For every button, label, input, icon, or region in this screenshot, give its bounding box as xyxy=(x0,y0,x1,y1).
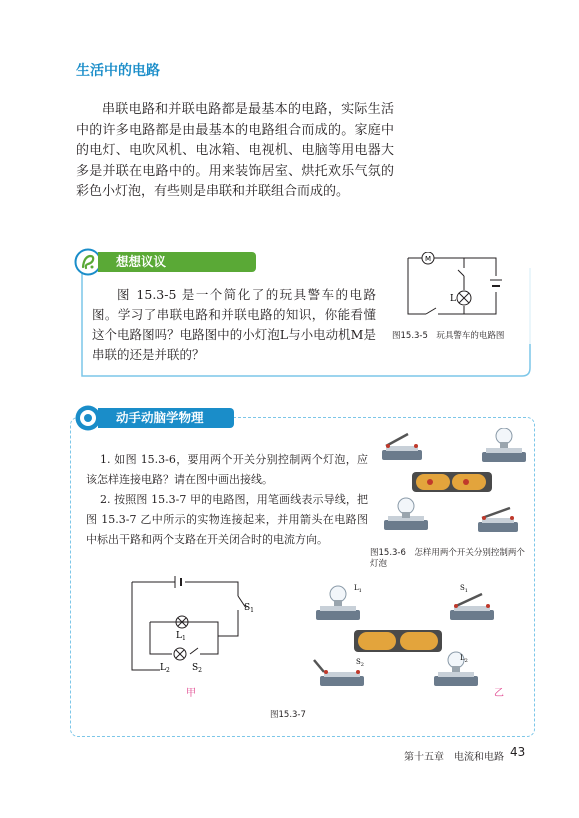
lamp-label: L xyxy=(450,294,456,304)
apparatus-yi xyxy=(310,580,510,692)
s2-apparatus-label: $S_2$ xyxy=(356,658,364,668)
label-yi: 乙 xyxy=(494,688,504,699)
section-title: 生活中的电路 xyxy=(76,63,160,79)
battery-pack-yi xyxy=(354,630,442,652)
l2-apparatus-label: $L_2$ xyxy=(460,654,468,664)
hands-on-label: 动手动脑学物理 xyxy=(98,408,234,428)
l1-label: $L_1$ xyxy=(176,631,186,642)
battery-pack xyxy=(412,472,492,492)
s1-apparatus-label: $S_1$ xyxy=(460,584,468,594)
item-1-text: 1. 如图 15.3-6，要用两个开关分别控制两个灯泡，应该怎样连接电路？请在图中画出接线。 xyxy=(86,453,368,486)
s1-label: $S_1$ xyxy=(244,603,254,614)
intro-text: 串联电路和并联电路都是最基本的电路，实际生活中的许多电路都是由最基本的电路组合而成的。家庭中的电灯、电吹风机、电冰箱、电视机、电脑等用电器大多是并联在电路中的。用来装饰居室、烘托欢乐气氛的彩色小灯泡，有些则是串联和并联组合而成的。 xyxy=(76,102,394,199)
chapter-footer: 第十五章 电流和电路 xyxy=(404,752,504,763)
police-car-circuit-diagram xyxy=(398,252,510,322)
bulb-l1 xyxy=(316,584,362,620)
think-text-block xyxy=(92,285,376,365)
l2-label: $L_2$ xyxy=(160,663,170,674)
bulb-bottom-left xyxy=(384,498,428,530)
switch-s1 xyxy=(450,584,494,620)
intro-paragraph xyxy=(76,100,394,203)
item-2-text: 2. 按照图 15.3-7 甲的电路图，用笔画线表示导线，把图 15.3-7 乙中所示的实物连接起来，并用箭头在电路图中标出干路和两个支路在开关闭合时的电流方向。 xyxy=(86,493,368,546)
fig-15-3-7-caption: 图15.3-7 xyxy=(270,710,306,720)
two-switch-apparatus xyxy=(370,428,530,544)
fig-15-3-6-caption: 图15.3-6 怎样用两个开关分别控制两个灯泡 xyxy=(370,548,525,569)
label-jia: 甲 xyxy=(186,688,196,699)
think-text: 图 15.3-5 是一个简化了的玩具警车的电路图。学习了串联电路和并联电路的知识，你能看懂这个电路图吗？电路图中的小灯泡L与小电动机M是串联的还是并联的？ xyxy=(92,287,376,362)
motor-label: M xyxy=(424,255,432,263)
fig-15-3-5-caption: 图15.3-5 玩具警车的电路图 xyxy=(392,331,505,341)
page-number: 43 xyxy=(510,745,526,759)
think-label: 想想议议 xyxy=(98,252,256,272)
hands-on-text xyxy=(86,450,368,550)
switch-s2 xyxy=(314,658,364,686)
l1-apparatus-label: $L_1$ xyxy=(354,584,362,594)
bulb-top-right xyxy=(482,428,526,462)
circuit-diagram-jia xyxy=(120,570,260,680)
switch-bottom-right xyxy=(478,508,518,532)
switch-top-left xyxy=(382,434,422,460)
bulb-l2 xyxy=(434,652,478,686)
s2-label: $S_2$ xyxy=(192,663,202,674)
